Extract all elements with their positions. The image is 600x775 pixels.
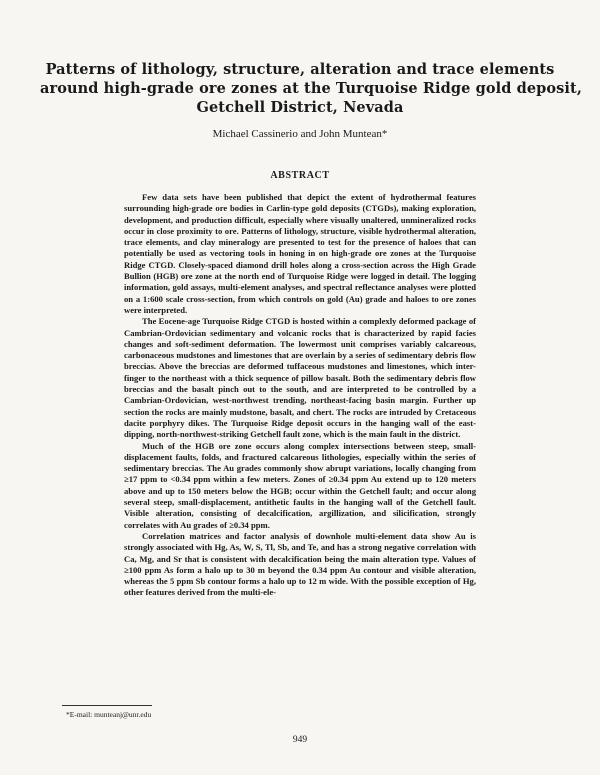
author-line: Michael Cassinerio and John Muntean* (212, 128, 388, 140)
title-line: Getchell District, Nevada (196, 99, 404, 116)
footnote: *E-mail: munteanj@unr.edu (66, 710, 152, 719)
paper-title (40, 60, 582, 117)
paragraph: Correlation matrices and factor analysis of downhole multi-element data show Au is strongly associated with Hg, As, W, S, Tl, Sb, and Te, and has a strong negative correlation with Ca, Mg, and Sr that is consistent with decalcification being the main alteration type. Values of ≥100 ppm As form a halo up to 30 m beyond the 0.34 ppm Au contour and visible alteration, whereas the 5 ppm Sb contour forms a halo up to 12 m wide. With the possible exception of Hg, other features derived from the multi-ele- (124, 530, 476, 598)
abstract-body (124, 192, 476, 599)
footnote-divider (62, 705, 152, 706)
title-line: around high-grade ore zones at the Turquoise Ridge gold deposit, (40, 80, 582, 97)
title-line: Patterns of lithology, structure, alteration and trace elements (45, 61, 555, 78)
paragraph: The Eocene-age Turquoise Ridge CTGD is hosted within a complexly deformed package of Cambrian-Ordovician sedimentary and volcanic rocks that is characterized by rapid facies changes and soft-sediment deformation. The lowermost unit comprises variably calcareous, carbonaceous mudstones and limestones that are overlain by a series of sedimentary debris flow breccias. Above the breccias are deformed tuffaceous mudstones and limestones, which inter-finger to the northeast with a thick sequence of pillow basalt. Both the sedimentary debris flow breccias and the basalt pinch out to the south, and are interpreted to be controlled by a Cambrian-Ordovician, west-northwest trending, northeast-facing basin margin. Further up section the rocks are mainly mudstone, basalt, and chert. The rocks are intruded by Cretaceous dacite porphyry dikes. The Turquoise Ridge deposit occurs in the hanging wall of the east-dipping, north-northwest-striking Getchell fault zone, which is the main fault in the district. (124, 316, 476, 440)
paragraph: Much of the HGB ore zone occurs along complex intersections between steep, small-displacement faults, folds, and fractured calcareous lithologies, especially within the series of sedimentary breccias. The Au grades commonly show abrupt variations, locally changing from ≥17 ppm to <0.34 ppm within a few meters. Zones of ≥0.34 ppm Au extend up to 120 meters above and up to 150 meters below the HGB; occur within the Getchell fault; and occur along several steep, small-displacement, antithetic faults in the hanging wall of the Getchell fault. Visible alteration, consisting of decalcification, argillization, and silicification, strongly correlates with Au grades of ≥0.34 ppm. (124, 440, 476, 530)
abstract-heading: ABSTRACT (270, 170, 330, 181)
page-number: 949 (292, 735, 308, 745)
paragraph: Few data sets have been published that depict the extent of hydrothermal features surrounding high-grade ore bodies in Carlin-type gold deposits (CTGDs), making exploration, development, and production difficult, especially where visually unaltered, unmineralized rocks occur in close proximity to ore. Patterns of lithology, structure, visible hydrothermal alteration, trace elements, and clay mineralogy are presented to test for the presence of haloes that can potentially be used as vectoring tools in honing in on high-grade ore zones at the Turquoise Ridge CTGD. Closely-spaced diamond drill holes along a cross-section across the High Grade Bullion (HGB) ore zone at the north end of Turquoise Ridge were logged in detail. The logging information, gold assays, multi-element analyses, and spectral reflectance analyses were plotted on a 1:600 scale cross-section, from which controls on gold (Au) grade and haloes to ore zones were interpreted. (124, 192, 476, 315)
